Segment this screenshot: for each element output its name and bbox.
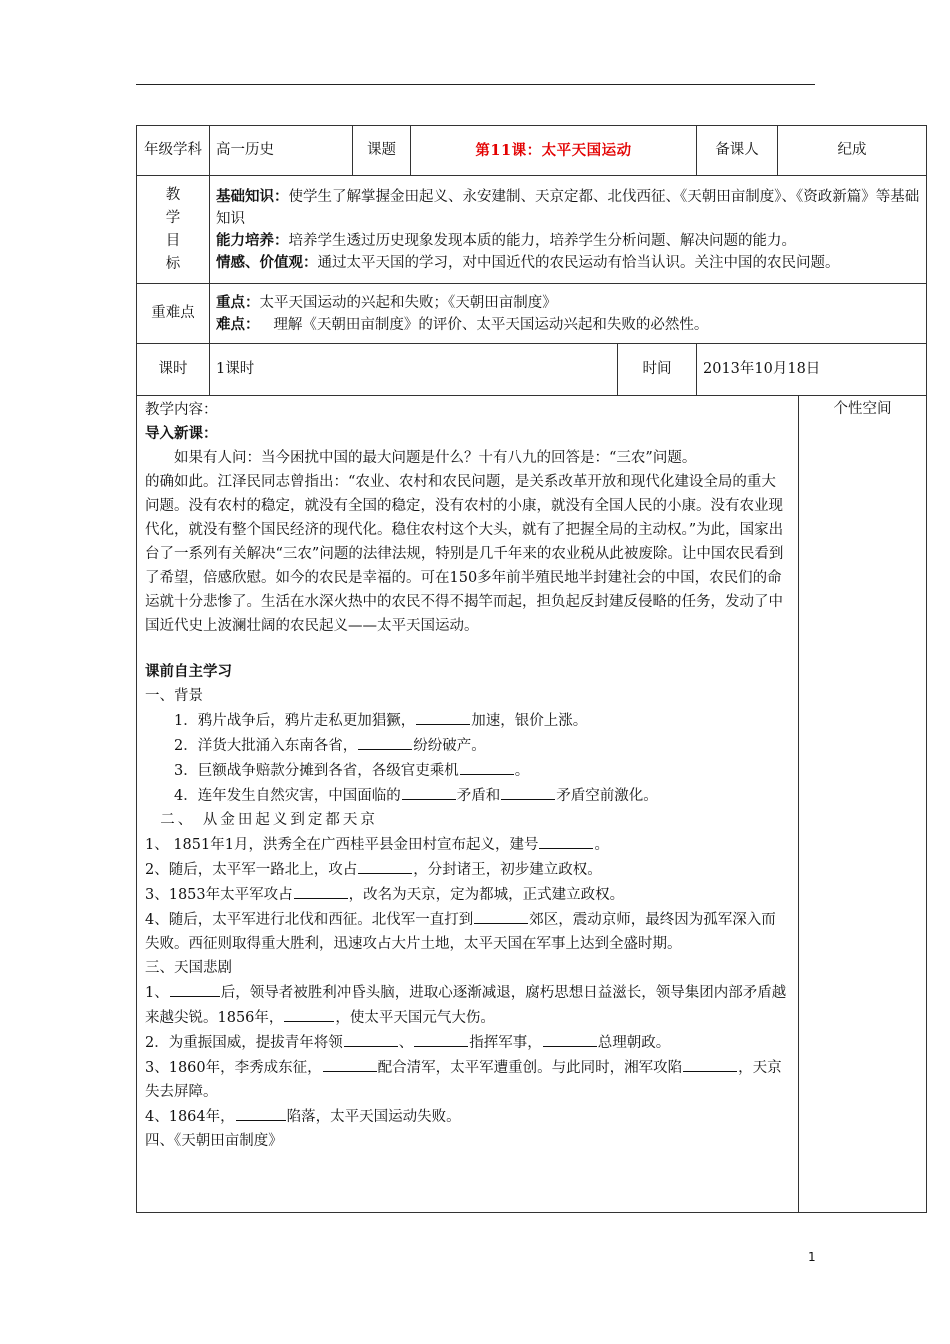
section4-title: 四、《天朝田亩制度》: [145, 1133, 283, 1149]
teaching-content: [137, 396, 799, 1213]
header-row: [137, 126, 927, 176]
s2-item1: 1、 1851年1月，洪秀全在广西桂平县金田村宣布起义，建号 。: [145, 832, 790, 857]
self-study-title: 课前自主学习: [145, 663, 232, 680]
lesson-title: 第11课：太平天国运动: [411, 126, 697, 176]
lesson-plan-table: [136, 125, 927, 1213]
key-points-content: [210, 284, 927, 344]
s2-item4: 4、随后，太平军进行北伐和西征。北伐军一直打到 郊区，震动京师，最终因为孤军深入而失败。西征则取得重大胜利，迅速攻占大片土地，太平天国在军事上达到全盛时期。: [145, 907, 790, 956]
grade-subject-label: 年级学科: [137, 126, 210, 176]
page-number: 1: [808, 1250, 816, 1264]
fill-blank[interactable]: [414, 1030, 468, 1047]
fill-blank[interactable]: [236, 1104, 286, 1121]
hours-value: 1课时: [210, 344, 618, 396]
s1-item2: 2．洋货大批涌入东南各省， 纷纷破产。: [145, 733, 790, 758]
s3-item4: 4、1864年， 陷落，太平天国运动失败。: [145, 1104, 790, 1129]
key-label: 重点：: [216, 293, 260, 311]
fill-blank[interactable]: [344, 1030, 398, 1047]
content-heading: 教学内容：: [145, 402, 218, 418]
preparer-value: 纪成: [778, 126, 927, 176]
fill-blank[interactable]: [170, 980, 220, 997]
time-label: 时间: [618, 344, 697, 396]
difficult-text: 理解《天朝田亩制度》的评价、太平天国运动兴起和失败的必然性。: [273, 316, 709, 333]
values-text: 通过太平天国的学习，对中国近代的农民运动有恰当认识。关注中国的农民问题。: [317, 254, 840, 271]
key-points-label: 重难点: [137, 284, 210, 344]
preparer-label: 备课人: [697, 126, 778, 176]
intro-paragraph: 的确如此。江泽民同志曾指出：“农业、农村和农民问题，是关系改革开放和现代化建设全局的重大问题。没有农村的稳定，就没有全国的稳定，没有农村的小康，就没有全国人民的小康。没有农业现代化，就没有整个国民经济的现代化。稳住农村这个大头，就有了把握全局的主动权。”为此，国家出台了一系列有关解决“三农”问题的法律法规，特别是几千年来的农业税从此被废除。让中国农民看到了希望，倍感欣慰。如今的农民是幸福的。可在150多年前半殖民地半封建社会的中国，农民们的命运就十分悲惨了。生活在水深火热中的农民不得不揭竿而起，担负起反封建反侵略的任务，发动了中国近代史上波澜壮阔的农民起义——太平天国运动。: [145, 474, 784, 634]
fill-blank[interactable]: [460, 758, 514, 775]
grade-subject-value: 高一历史: [210, 126, 353, 176]
topic-label: 课题: [353, 126, 411, 176]
fill-blank[interactable]: [543, 1030, 597, 1047]
section2-title: 二、 从金田起义到定都天京: [160, 812, 378, 828]
ability-label: 能力培养：: [216, 231, 289, 249]
values-label: 情感、价值观：: [216, 253, 318, 271]
section1-title: 一、背景: [145, 688, 203, 704]
schedule-row: [137, 344, 927, 396]
s3-item3: 3、1860年，李秀成东征， 配合清军，太平军遭重创。与此同时，湘军攻陷 ，天京失去屏障。: [145, 1055, 790, 1104]
difficult-label: 难点：: [216, 315, 260, 333]
intro-line1: 如果有人问：当今困扰中国的最大问题是什么？十有八九的回答是：“三农”问题。: [174, 450, 697, 466]
s1-item3: 3．巨额战争赔款分摊到各省，各级官吏乘机 。: [145, 758, 790, 783]
intro-title: 导入新课：: [145, 425, 218, 442]
fill-blank[interactable]: [416, 708, 470, 725]
key-points-row: [137, 284, 927, 344]
knowledge-label: 基础知识：: [216, 187, 289, 205]
fill-blank[interactable]: [539, 832, 593, 849]
objectives-content: [210, 176, 927, 284]
fill-blank[interactable]: [501, 783, 555, 800]
s1-item1: 1．鸦片战争后，鸦片走私更加猖獗， 加速，银价上涨。: [145, 708, 790, 733]
hours-label: 课时: [137, 344, 210, 396]
objectives-label: 教 学 目 标: [137, 176, 210, 284]
header-rule: [136, 84, 815, 85]
personal-space-label: 个性空间: [799, 396, 927, 1213]
knowledge-text: 使学生了解掌握金田起义、永安建制、天京定都、北伐西征、《天朝田亩制度》、《资政新篇》等基础知识: [216, 188, 920, 227]
s1-item4: 4．连年发生自然灾害，中国面临的 矛盾和 矛盾空前激化。: [145, 783, 790, 808]
fill-blank[interactable]: [323, 1055, 377, 1072]
fill-blank[interactable]: [683, 1055, 737, 1072]
key-text: 太平天国运动的兴起和失败；《天朝田亩制度》: [259, 294, 557, 311]
objectives-row: [137, 176, 927, 284]
fill-blank[interactable]: [358, 733, 412, 750]
time-value: 2013年10月18日: [697, 344, 927, 396]
fill-blank[interactable]: [358, 857, 412, 874]
fill-blank[interactable]: [294, 882, 348, 899]
section3-title: 三、天国悲剧: [145, 960, 232, 976]
s2-item2: 2、随后，太平军一路北上，攻占 ，分封诸王，初步建立政权。: [145, 857, 790, 882]
s3-item2: 2．为重振国威，提拔青年将领 、 指挥军事， 总理朝政。: [145, 1030, 790, 1055]
ability-text: 培养学生透过历史现象发现本质的能力，培养学生分析问题、解决问题的能力。: [288, 232, 796, 249]
fill-blank[interactable]: [402, 783, 456, 800]
s2-item3: 3、1853年太平军攻占 ，改名为天京，定为都城，正式建立政权。: [145, 882, 790, 907]
fill-blank[interactable]: [284, 1005, 334, 1022]
fill-blank[interactable]: [474, 907, 528, 924]
s3-item1: 1、 后，领导者被胜利冲昏头脑，进取心逐渐减退，腐朽思想日益滋长，领导集团内部矛盾越来越尖锐。1856年， ，使太平天国元气大伤。: [145, 980, 790, 1030]
content-row: [137, 396, 927, 1213]
